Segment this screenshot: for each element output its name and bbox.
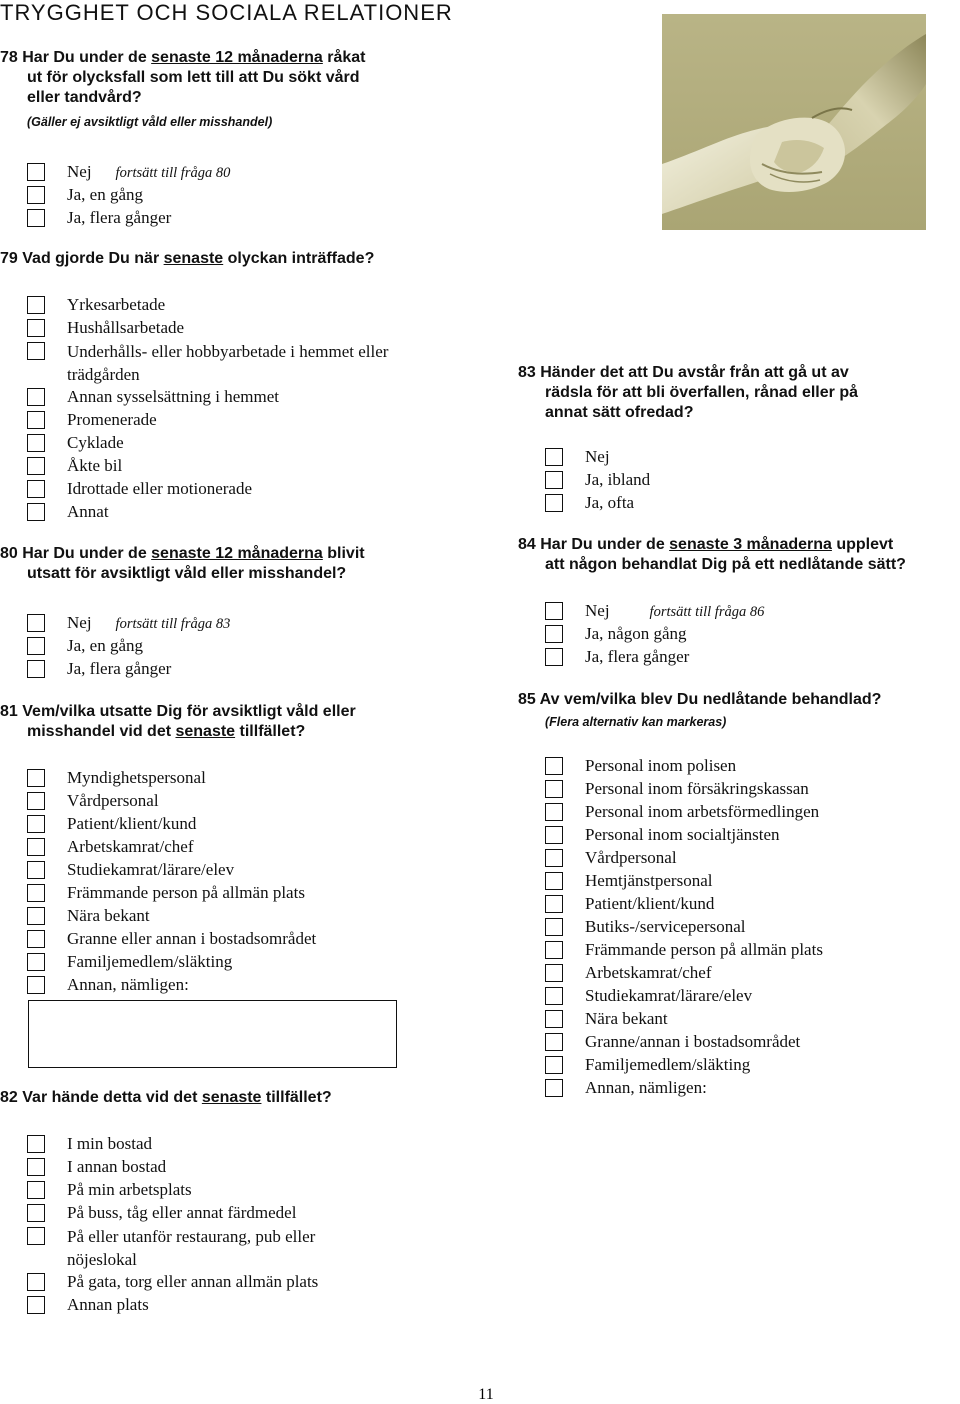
option[interactable]: På min arbetsplats xyxy=(27,1179,447,1202)
checkbox[interactable] xyxy=(27,1181,45,1199)
checkbox[interactable] xyxy=(545,1010,563,1028)
question-82: 82 Var hände detta vid det senaste tillfället? xyxy=(0,1089,332,1106)
question-number: 78 xyxy=(0,49,18,66)
free-text-box[interactable] xyxy=(28,1000,397,1068)
option[interactable]: Yrkesarbetade xyxy=(27,294,447,317)
option[interactable]: Annan sysselsättning i hemmet xyxy=(27,386,447,409)
checkbox[interactable] xyxy=(27,342,45,360)
checkbox[interactable] xyxy=(545,648,563,666)
option[interactable]: Ja, någon gång xyxy=(545,623,945,646)
checkbox[interactable] xyxy=(27,1204,45,1222)
question-number: 85 xyxy=(518,691,536,708)
checkbox[interactable] xyxy=(545,987,563,1005)
checkbox[interactable] xyxy=(545,1079,563,1097)
checkbox[interactable] xyxy=(27,434,45,452)
question-number: 79 xyxy=(0,250,18,267)
checkbox[interactable] xyxy=(545,941,563,959)
checkbox[interactable] xyxy=(545,471,563,489)
option[interactable]: Arbetskamrat/chef xyxy=(545,962,945,985)
skip-instruction: fortsätt till fråga 83 xyxy=(115,616,231,632)
checkbox[interactable] xyxy=(27,163,45,181)
option[interactable]: Vårdpersonal xyxy=(27,790,447,813)
checkbox[interactable] xyxy=(545,494,563,512)
checkbox[interactable] xyxy=(27,388,45,406)
question-note: (Gäller ej avsiktligt våld eller misshandel) xyxy=(27,115,273,129)
option[interactable]: Myndighetspersonal xyxy=(27,767,447,790)
option[interactable]: Cyklade xyxy=(27,432,447,455)
checkbox[interactable] xyxy=(27,838,45,856)
question-81: 81 Vem/vilka utsatte Dig för avsiktligt våld eller misshandel vid det senaste tillfället? xyxy=(0,703,356,740)
checkbox[interactable] xyxy=(27,769,45,787)
q79-options xyxy=(27,294,447,524)
option-annan[interactable]: Annan, nämligen: xyxy=(27,974,447,997)
option[interactable]: Främmande person på allmän plats xyxy=(27,882,447,905)
checkbox[interactable] xyxy=(27,1158,45,1176)
checkbox[interactable] xyxy=(27,930,45,948)
checkbox[interactable] xyxy=(27,953,45,971)
option[interactable]: Annat xyxy=(27,501,447,524)
skip-instruction: fortsätt till fråga 86 xyxy=(649,604,765,620)
checkbox[interactable] xyxy=(545,849,563,867)
q81-options xyxy=(27,767,447,997)
checkbox[interactable] xyxy=(545,826,563,844)
option[interactable]: Idrottade eller motionerade xyxy=(27,478,447,501)
checkbox[interactable] xyxy=(545,895,563,913)
checkbox[interactable] xyxy=(545,918,563,936)
checkbox[interactable] xyxy=(27,815,45,833)
checkbox[interactable] xyxy=(27,186,45,204)
question-number: 84 xyxy=(518,536,536,553)
question-number: 82 xyxy=(0,1089,18,1106)
question-85: 85 Av vem/vilka blev Du nedlåtande behandlad? (Flera alternativ kan markeras) xyxy=(518,690,958,732)
section-title: TRYGGHET OCH SOCIALA RELATIONER xyxy=(0,0,453,25)
checkbox[interactable] xyxy=(27,792,45,810)
checkbox[interactable] xyxy=(27,1296,45,1314)
page-number: 11 xyxy=(478,1386,494,1403)
q78-options xyxy=(27,161,467,230)
checkbox[interactable] xyxy=(27,503,45,521)
option-nej[interactable]: Nej fortsätt till fråga 80 xyxy=(27,161,467,184)
checkbox[interactable] xyxy=(545,964,563,982)
option[interactable]: Hushållsarbetade xyxy=(27,317,447,340)
question-number: 81 xyxy=(0,703,18,720)
option[interactable]: Familjemedlem/släkting xyxy=(545,1054,945,1077)
option-ja-flera-ganger[interactable]: Ja, flera gånger xyxy=(27,658,467,681)
option[interactable]: Granne eller annan i bostadsområdet xyxy=(27,928,447,951)
question-80: 80 Har Du under de senaste 12 månaderna blivit utsatt för avsiktligt våld eller misshandel? xyxy=(0,545,365,582)
option[interactable]: Personal inom försäkringskassan xyxy=(545,778,945,801)
option[interactable]: Familjemedlem/släkting xyxy=(27,951,447,974)
q82-options xyxy=(27,1133,447,1317)
checkbox[interactable] xyxy=(27,209,45,227)
option[interactable]: Granne/annan i bostadsområdet xyxy=(545,1031,945,1054)
q80-options xyxy=(27,612,467,681)
option[interactable]: Nära bekant xyxy=(545,1008,945,1031)
option-ja-en-gang[interactable]: Ja, en gång xyxy=(27,184,467,207)
question-note: (Flera alternativ kan markeras) xyxy=(545,715,727,729)
checkbox[interactable] xyxy=(27,1135,45,1153)
option[interactable]: Patient/klient/kund xyxy=(545,893,945,916)
question-number: 80 xyxy=(0,545,18,562)
checkbox[interactable] xyxy=(27,660,45,678)
q85-options xyxy=(545,755,945,1100)
option[interactable]: Personal inom arbetsförmedlingen xyxy=(545,801,945,824)
option[interactable]: Vårdpersonal xyxy=(545,847,945,870)
option[interactable]: Ja, flera gånger xyxy=(545,646,945,669)
checkbox[interactable] xyxy=(27,319,45,337)
skip-instruction: fortsätt till fråga 80 xyxy=(115,165,231,181)
option-ja-flera-ganger[interactable]: Ja, flera gånger xyxy=(27,207,467,230)
question-79: 79 Vad gjorde Du när senaste olyckan inträffade? xyxy=(0,250,375,267)
checkbox[interactable] xyxy=(27,861,45,879)
question-number: 83 xyxy=(518,364,536,381)
option[interactable]: I min bostad xyxy=(27,1133,447,1156)
question-83: 83 Händer det att Du avstår från att gå ut av rädsla för att bli överfallen, rånad eller på annat sätt ofredad? xyxy=(518,364,858,421)
checkbox[interactable] xyxy=(27,480,45,498)
question-78: 78 Har Du under de senaste 12 månaderna råkat ut för olycksfall som lett till att Du sökt vård eller tandvård? (Gäller ej avsiktligt våld eller misshandel) xyxy=(0,48,470,132)
checkbox[interactable] xyxy=(545,757,563,775)
checkbox[interactable] xyxy=(27,907,45,925)
checkbox[interactable] xyxy=(27,457,45,475)
option[interactable]: Patient/klient/kund xyxy=(27,813,447,836)
option[interactable]: På gata, torg eller annan allmän plats xyxy=(27,1271,447,1294)
checkbox[interactable] xyxy=(27,1227,45,1245)
checkbox[interactable] xyxy=(545,803,563,821)
question-84: 84 Har Du under de senaste 3 månaderna upplevt att någon behandlat Dig på ett nedlåtande sätt? xyxy=(518,536,906,573)
option-nej[interactable]: Nej fortsätt till fråga 86 xyxy=(545,600,945,623)
option[interactable]: Promenerade xyxy=(27,409,447,432)
q84-options xyxy=(545,600,945,669)
option[interactable]: På buss, tåg eller annat färdmedel xyxy=(27,1202,447,1225)
option[interactable]: På eller utanför restaurang, pub eller nöjeslokal xyxy=(27,1225,377,1271)
checkbox[interactable] xyxy=(545,625,563,643)
option[interactable]: Arbetskamrat/chef xyxy=(27,836,447,859)
option[interactable]: Personal inom socialtjänsten xyxy=(545,824,945,847)
option-nej[interactable]: Nej fortsätt till fråga 83 xyxy=(27,612,467,635)
option[interactable]: Nära bekant xyxy=(27,905,447,928)
handshake-image xyxy=(662,14,926,230)
option[interactable]: Underhålls- eller hobbyarbetade i hemmet eller trädgården xyxy=(27,340,407,386)
option[interactable]: Främmande person på allmän plats xyxy=(545,939,945,962)
checkbox[interactable] xyxy=(545,1056,563,1074)
option[interactable]: Studiekamrat/lärare/elev xyxy=(545,985,945,1008)
option[interactable]: I annan bostad xyxy=(27,1156,447,1179)
checkbox[interactable] xyxy=(27,976,45,994)
option[interactable]: Personal inom polisen xyxy=(545,755,945,778)
checkbox[interactable] xyxy=(545,448,563,466)
checkbox[interactable] xyxy=(27,637,45,655)
checkbox[interactable] xyxy=(27,296,45,314)
checkbox[interactable] xyxy=(27,1273,45,1291)
option-annan[interactable]: Annan, nämligen: xyxy=(545,1077,945,1100)
option-ja-en-gang[interactable]: Ja, en gång xyxy=(27,635,467,658)
checkbox[interactable] xyxy=(545,780,563,798)
option[interactable]: Ja, ofta xyxy=(545,492,945,515)
q83-options xyxy=(545,446,945,515)
option[interactable]: Studiekamrat/lärare/elev xyxy=(27,859,447,882)
checkbox[interactable] xyxy=(27,884,45,902)
checkbox[interactable] xyxy=(545,1033,563,1051)
checkbox[interactable] xyxy=(545,602,563,620)
checkbox[interactable] xyxy=(27,411,45,429)
option[interactable]: Annan plats xyxy=(27,1294,447,1317)
checkbox[interactable] xyxy=(27,614,45,632)
option[interactable]: Nej xyxy=(545,446,945,469)
option[interactable]: Åkte bil xyxy=(27,455,447,478)
option[interactable]: Butiks-/servicepersonal xyxy=(545,916,945,939)
checkbox[interactable] xyxy=(545,872,563,890)
option[interactable]: Hemtjänstpersonal xyxy=(545,870,945,893)
option[interactable]: Ja, ibland xyxy=(545,469,945,492)
